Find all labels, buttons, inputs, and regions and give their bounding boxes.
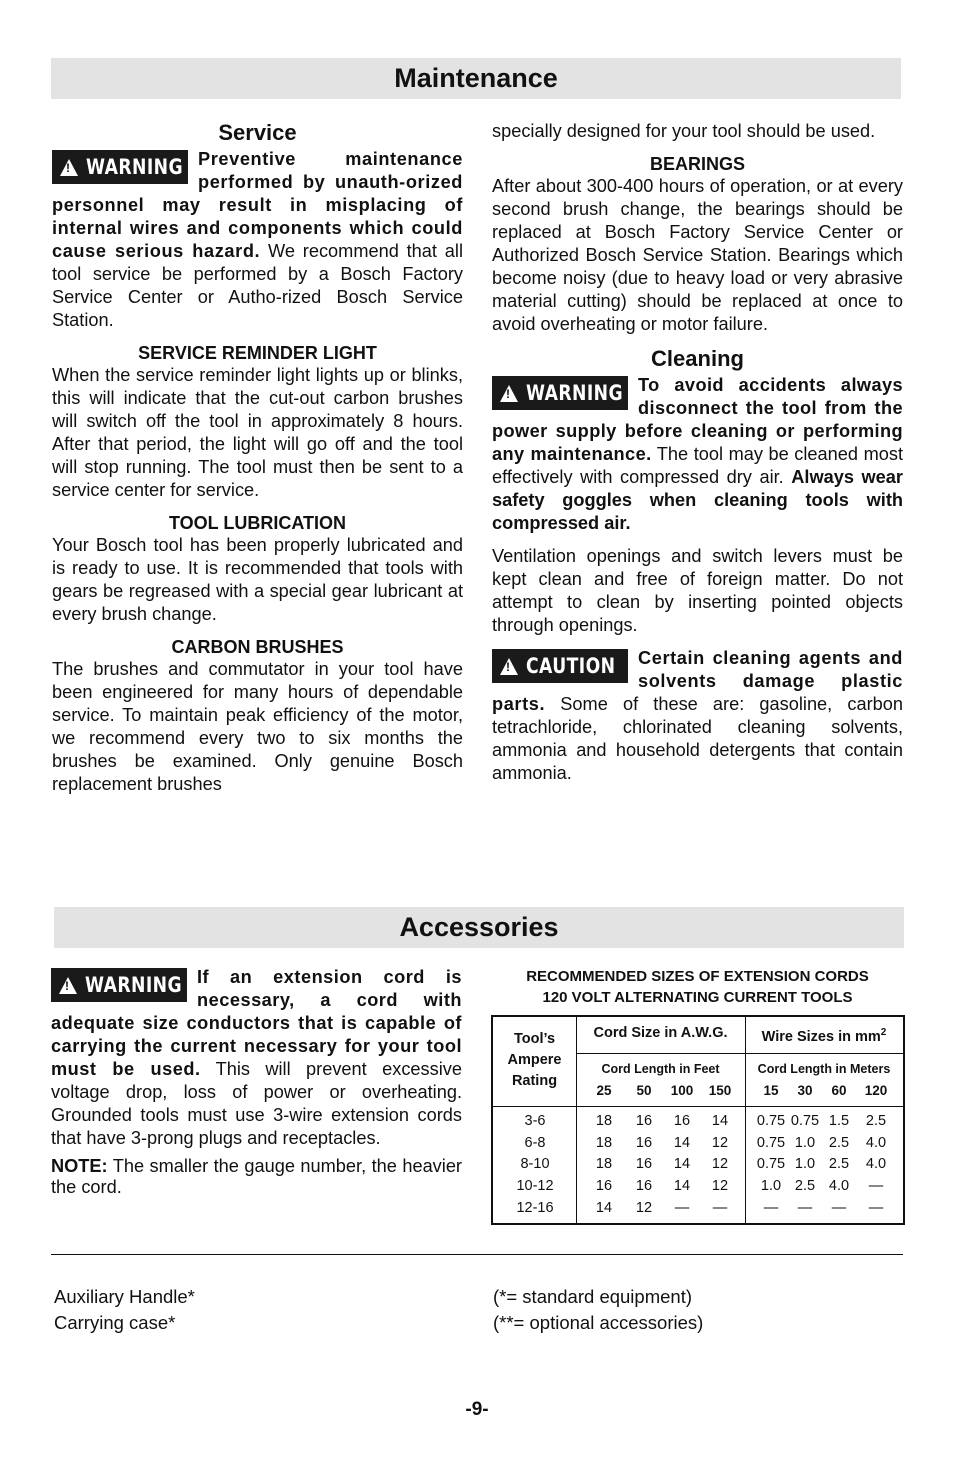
carbon-brushes-text: The brushes and commutator in your tool have been engineered for many hours of dependable service. To maintain peak efficiency of the motor, we recommend every two to six months the brushes be examined. Only genuine Bosch replacement brushes	[52, 659, 463, 794]
awg-cell: 16	[635, 1113, 653, 1129]
awg-cell: 16	[635, 1135, 653, 1151]
caution-badge: ! CAUTION	[492, 649, 628, 683]
service-reminder-heading: SERVICE REMINDER LIGHT	[138, 343, 377, 363]
extension-cord-warning: ! WARNING If an extension cord is necessary, a cord with adequate size conductors that is capable of carrying the current necessary for your tool must be used. This will prevent excessive voltage drop, loss of power or overheating. Grounded tools must use 3-wire extension cords that have 3-prong plugs and receptacles.	[51, 966, 462, 1150]
meters-length-header: 120	[864, 1083, 888, 1098]
maintenance-left-column	[52, 120, 463, 796]
awg-cell: 14	[595, 1200, 613, 1216]
mm-cell: 4.0	[865, 1156, 887, 1172]
awg-cell: 18	[595, 1113, 613, 1129]
warning-triangle-icon	[500, 385, 518, 402]
carbon-brushes-heading: CARBON BRUSHES	[171, 637, 344, 657]
maintenance-title: Maintenance	[394, 63, 558, 93]
mm-cell: 0.75	[756, 1156, 786, 1172]
bearings-heading: BEARINGS	[649, 154, 745, 174]
section-divider	[51, 1254, 903, 1255]
awg-cell: 18	[595, 1156, 613, 1172]
accessories-title: Accessories	[399, 912, 559, 942]
note-paragraph: NOTE: The smaller the gauge number, the heavier the cord.	[51, 1156, 462, 1197]
mm-cell: 0.75	[756, 1135, 786, 1151]
accessory-item: Carrying case*	[54, 1312, 176, 1333]
awg-cell: 16	[673, 1113, 691, 1129]
warning-triangle-icon	[500, 658, 518, 675]
mm-cell: —	[763, 1200, 779, 1216]
mm-cell: —	[868, 1200, 884, 1216]
awg-cell: 14	[673, 1156, 691, 1172]
ampere-rating-cell: 12-16	[516, 1200, 554, 1216]
feet-length-header: 150	[708, 1083, 732, 1098]
extension-cord-table	[491, 1015, 905, 1225]
awg-cell: 16	[635, 1156, 653, 1172]
awg-header: Cord Size in A.W.G.	[593, 1025, 728, 1041]
awg-cell: 12	[711, 1178, 729, 1194]
warning-triangle-icon	[60, 159, 78, 176]
mm-cell: 1.0	[760, 1178, 782, 1194]
mm-header: Wire Sizes in $mm^2$	[761, 1027, 887, 1045]
awg-cell: 12	[635, 1200, 653, 1216]
ampere-rating-cell: 10-12	[516, 1178, 554, 1194]
cleaning-warning-paragraph: ! WARNING To avoid accidents always disconnect the tool from the power supply before cleaning or performing any maintenance. The tool may be cleaned most effectively with compressed dry air. Always wear safety goggles when cleaning tools with compressed air.	[492, 374, 903, 535]
warning-triangle-icon	[59, 977, 77, 994]
meters-header: Cord Length in Meters	[757, 1062, 891, 1076]
service-warning-paragraph: ! WARNING Preventive maintenance performed by unauth-orized personnel may result in misplacing of internal wires and components which could cause serious hazard. We recommend that all tool service be performed by a Bosch Factory Service Center or Autho-rized Bosch Service Station.	[52, 148, 463, 332]
lubrication-text: Your Bosch tool has been properly lubricated and is ready to use. It is recommended that tools with gears be regreased with a special gear lubricant at every brush change.	[52, 535, 463, 624]
feet-length-header: 100	[670, 1083, 694, 1098]
awg-cell: 14	[711, 1113, 729, 1129]
service-reminder-text: When the service reminder light lights up or blinks, this will indicate that the cut-out carbon brushes will switch off the tool in approximately 8 hours. After that period, the light will go off and the tool will stop running. The tool must then be sent to a service center for service.	[52, 365, 463, 500]
mm-cell: 2.5	[794, 1178, 816, 1194]
warning-badge: ! WARNING	[492, 376, 628, 410]
accessories-banner	[54, 907, 904, 948]
awg-cell: 12	[711, 1135, 729, 1151]
service-heading: Service	[218, 120, 297, 145]
lubrication-heading: TOOL LUBRICATION	[169, 513, 346, 533]
mm-cell: 4.0	[865, 1135, 887, 1151]
mm-cell: —	[797, 1200, 813, 1216]
feet-header: Cord Length in Feet	[601, 1062, 720, 1076]
bearings-text: After about 300-400 hours of operation, or at every second brush change, the bearings should be replaced at Bosch Factory Service Center or Authorized Bosch Service Station. Bearings which become noisy (due to heavy load or very abrasive material cutting) should be replaced at once to avoid overheating or motor failure.	[492, 176, 903, 334]
ampere-rating-cell: 3-6	[524, 1113, 546, 1129]
feet-length-header: 50	[636, 1083, 652, 1098]
legend-item: (**= optional accessories)	[493, 1312, 704, 1333]
extension-cord-table-title: RECOMMENDED SIZES OF EXTENSION CORDS 120 VOLT ALTERNATING CURRENT TOOLS	[526, 968, 869, 1006]
awg-cell: —	[674, 1200, 690, 1216]
carbon-brushes-continued: specially designed for your tool should be used.	[492, 121, 876, 141]
awg-cell: 18	[595, 1135, 613, 1151]
awg-cell: —	[712, 1200, 728, 1216]
awg-cell: 14	[673, 1135, 691, 1151]
warning-badge: ! WARNING	[51, 968, 187, 1002]
ventilation-text: Ventilation openings and switch levers must be kept clean and free of foreign matter. Do not attempt to clean by inserting pointed objects through openings.	[492, 546, 903, 635]
meters-length-header: 15	[763, 1083, 779, 1098]
ampere-rating-cell: 6-8	[524, 1135, 546, 1151]
legend-item: (*= standard equipment)	[493, 1286, 692, 1307]
mm-cell: 1.0	[794, 1135, 816, 1151]
warning-badge: ! WARNING	[52, 150, 188, 184]
mm-cell: —	[831, 1200, 847, 1216]
mm-cell: 2.5	[865, 1113, 887, 1129]
ampere-rating-header: Tool’s Ampere Rating	[507, 1031, 562, 1089]
accessory-item: Auxiliary Handle*	[54, 1286, 195, 1307]
maintenance-right-column	[492, 120, 903, 785]
accessory-items	[54, 1284, 195, 1336]
mm-cell: 4.0	[828, 1178, 850, 1194]
mm-cell: 0.75	[790, 1113, 820, 1129]
mm-cell: 0.75	[756, 1113, 786, 1129]
mm-cell: 1.5	[828, 1113, 850, 1129]
awg-cell: 14	[673, 1178, 691, 1194]
awg-cell: 16	[595, 1178, 613, 1194]
mm-cell: —	[868, 1178, 884, 1194]
ampere-rating-cell: 8-10	[520, 1156, 550, 1172]
accessory-legend	[493, 1284, 703, 1336]
page-number: -9-	[465, 1399, 489, 1420]
maintenance-banner	[51, 58, 901, 99]
mm-cell: 2.5	[828, 1156, 850, 1172]
accessories-left-column	[51, 966, 462, 1198]
caution-paragraph: ! CAUTION Certain cleaning agents and solvents damage plastic parts. Some of these are: gasoline, carbon tetrachloride, chlorinated cleaning solvents, ammonia and household detergents that contain ammonia.	[492, 647, 903, 785]
meters-length-header: 60	[831, 1083, 847, 1098]
meters-length-header: 30	[797, 1083, 813, 1098]
feet-length-header: 25	[596, 1083, 612, 1098]
awg-cell: 12	[711, 1156, 729, 1172]
cleaning-heading: Cleaning	[651, 346, 744, 371]
mm-cell: 1.0	[794, 1156, 816, 1172]
mm-cell: 2.5	[828, 1135, 850, 1151]
awg-cell: 16	[635, 1178, 653, 1194]
